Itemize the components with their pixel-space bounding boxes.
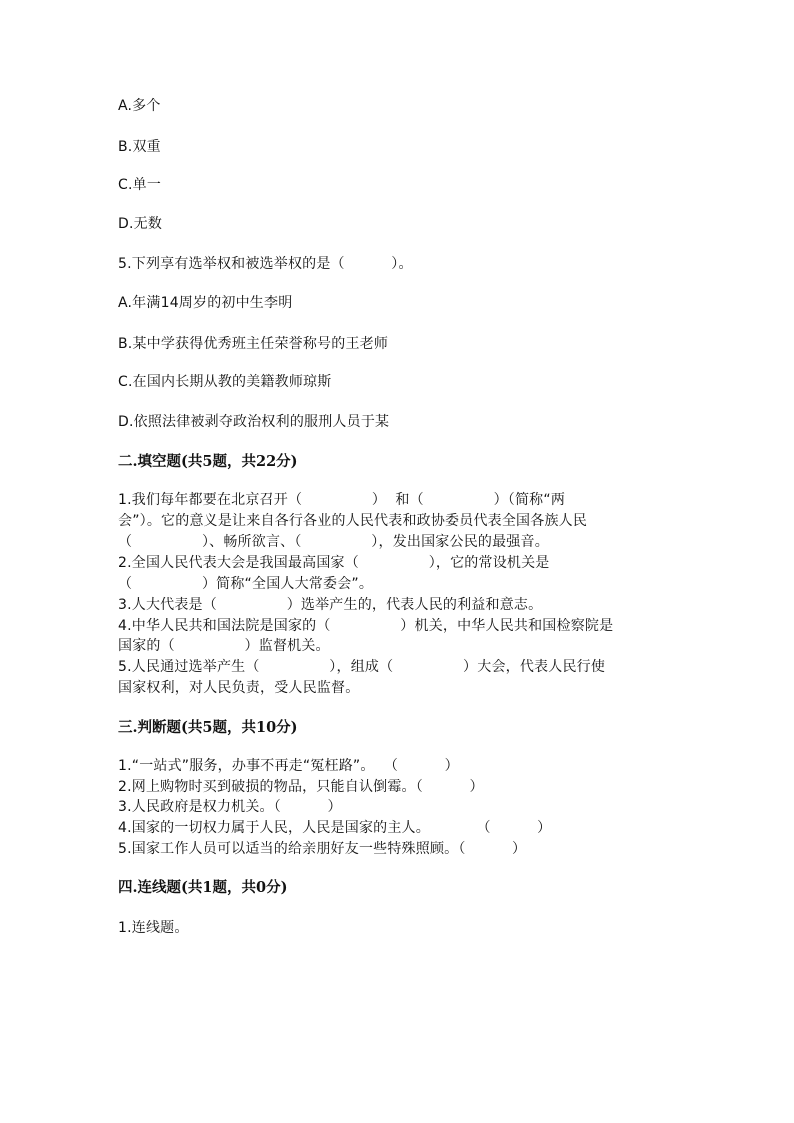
- option-d-q5: D.依照法律被剥夺政治权利的服刑人员于某: [118, 414, 390, 430]
- fill-line: 4.中华人民共和国法院是国家的（ ）机关，中华人民共和国检察院是: [118, 618, 614, 634]
- section-heading-match: 四.连线题(共1题，共0分): [118, 879, 288, 896]
- fill-line: 2.全国人民代表大会是我国最高国家（ ），它的常设机关是: [118, 555, 550, 571]
- option-a-q4: A.多个: [118, 98, 161, 114]
- option-c-q4: C.单一: [118, 177, 162, 193]
- judge-line: 1.“一站式”服务，办事不再走“冤枉路”。 （ ）: [118, 758, 459, 774]
- fill-line: 1.我们每年都要在北京召开（ ） 和（ ）（简称“两: [118, 492, 566, 508]
- option-a-q5: A.年满14周岁的初中生李明: [118, 295, 293, 311]
- judge-line: 5.国家工作人员可以适当的给亲朋好友一些特殊照顾。（ ）: [118, 841, 527, 857]
- fill-line: 会”）。它的意义是让来自各行各业的人民代表和政协委员代表全国各族人民: [118, 513, 588, 529]
- option-c-q5: C.在国内长期从教的美籍教师琼斯: [118, 374, 332, 390]
- section-heading-fill: 二.填空题(共5题，共22分): [118, 453, 298, 470]
- fill-line: 国家权利，对人民负责，受人民监督。: [118, 680, 360, 696]
- match-line: 1.连线题。: [118, 920, 189, 936]
- section-heading-judge: 三.判断题(共5题，共10分): [118, 719, 298, 736]
- judge-line: 4.国家的一切权力属于人民，人民是国家的主人。 （ ）: [118, 820, 552, 836]
- fill-line: （ ）简称“全国人大常委会”。: [118, 576, 374, 592]
- option-b-q5: B.某中学获得优秀班主任荣誉称号的王老师: [118, 336, 389, 352]
- option-d-q4: D.无数: [118, 216, 163, 232]
- option-b-q4: B.双重: [118, 139, 161, 155]
- fill-line: 3.人大代表是（ ）选举产生的，代表人民的利益和意志。: [118, 597, 543, 613]
- fill-line: 国家的（ ）监督机关。: [118, 638, 330, 654]
- judge-line: 3.人民政府是权力机关。（ ）: [118, 799, 342, 815]
- fill-line: 5.人民通过选举产生（ ），组成（ ）大会，代表人民行使: [118, 659, 606, 675]
- judge-line: 2.网上购物时买到破损的物品，只能自认倒霉。（ ）: [118, 779, 484, 795]
- fill-line: （ ）、畅所欲言、（ ），发出国家公民的最强音。: [118, 534, 549, 550]
- question-5-stem: 5.下列享有选举权和被选举权的是（ ）。: [118, 256, 413, 272]
